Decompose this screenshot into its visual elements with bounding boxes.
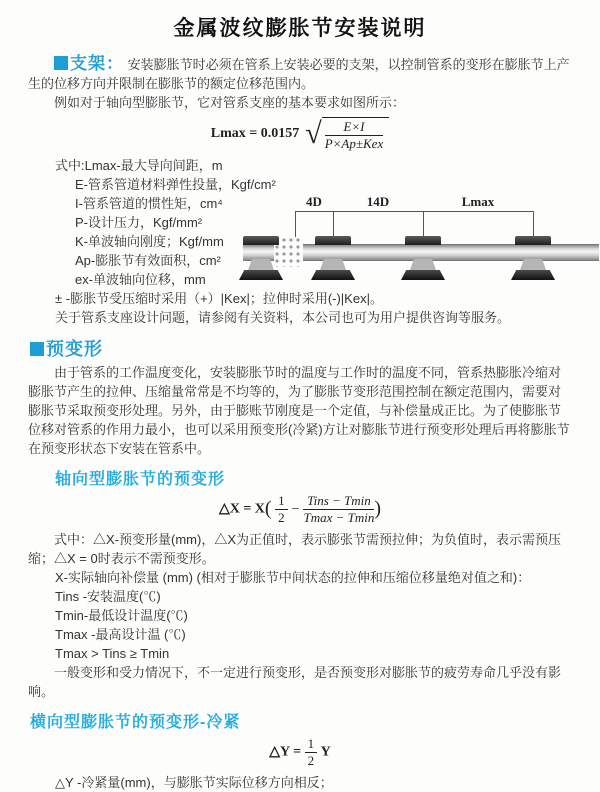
- axial-closing-note: 一般变形和受力情况下，不一定进行预变形，是否预变形对膨胀节的疲劳寿命几乎没有影响。: [28, 665, 562, 699]
- radical-sign: √: [305, 117, 322, 150]
- support-clamp: [405, 236, 441, 245]
- axial-definitions-list: [55, 568, 600, 663]
- page-title: 金属波纹膨胀节安装说明: [173, 17, 427, 40]
- support-base: [401, 270, 445, 280]
- support-base: [239, 270, 283, 280]
- delta-y-formula: [0, 737, 600, 768]
- expansion-joint-diagram: [243, 192, 599, 292]
- open-paren: (: [264, 497, 272, 520]
- support-saddle: [520, 259, 546, 270]
- predeform-section-heading: 预变形: [30, 335, 600, 361]
- lateral-note: △Y -冷紧量(mm)，与膨胀节实际位移方向相反；: [55, 775, 333, 790]
- dim-label-4d: 4D: [306, 194, 322, 209]
- dimension-line: [295, 211, 533, 212]
- delta-x-lhs: △X = X: [218, 501, 265, 517]
- definition-line: ex-单波轴向位移，mm: [75, 272, 206, 287]
- definition-line: Ap-膨胀节有效面积，cm²: [75, 253, 221, 268]
- temperature-fraction: $\frac{\text{Tins − Tmin}}{Tmax - Tmin}$: [303, 493, 375, 525]
- pipe-support: [401, 236, 445, 284]
- section-bullet-icon: [30, 342, 44, 356]
- definition-line: P-设计压力，Kgf/mm²: [75, 215, 203, 230]
- definition-line: Tmax > Tins ≥ Tmin: [55, 646, 170, 661]
- minus-operator: −: [291, 501, 300, 517]
- definition-line: I-管系管道的惯性矩，cm⁴: [75, 196, 223, 211]
- support-clamp: [515, 236, 551, 245]
- support-saddle: [248, 259, 274, 270]
- dim-label-lmax: Lmax: [461, 194, 495, 209]
- support-saddle: [320, 259, 346, 270]
- support-base: [311, 270, 355, 280]
- definition-line: Tmax -最高设计温 (℃): [55, 627, 186, 642]
- pipe-support: [311, 236, 355, 284]
- delta-y-lhs: △Y =: [269, 744, 302, 760]
- half-fraction: $\frac{1}{2}$: [275, 494, 288, 525]
- lmax-formula-lhs: Lmax = 0.0157: [210, 126, 300, 142]
- sqrt-expression: [305, 117, 389, 151]
- definition-line: Tins -安装温度(℃): [55, 589, 161, 604]
- predeform-paragraph: 由于管系的工作温度变化，安装膨胀节时的温度与工作时的温度不同，管系热膨胀冷缩对膨胀节产生的拉伸、压缩量常常是不均等的，为了膨胀节变形范围控制在额定范围内，需要对膨胀节采取预变形处理。另外，由于膨账节刚度是一个定值，与补偿量成正比。为了使膨胀节位移对管系的作用力最小，也可以采用预变形(冷紧)方让对膨胀节进行预变形处理后再将膨胀节在预变形状态下安装在管系中。: [28, 365, 570, 456]
- definition-line: E-管系管道材料弹性投量，Kgf/cm²: [75, 177, 276, 192]
- definition-line: X-实际轴向补偿量 (mm) (相对于膨胀节中间状态的拉伸和压缩位移量绝对值之和)：: [55, 570, 531, 585]
- pipe-support: [239, 236, 283, 284]
- delta-y-rhs: Y: [320, 744, 331, 760]
- support-saddle: [410, 259, 436, 270]
- lmax-formula: [0, 117, 600, 151]
- half-fraction: $\frac{1}{2}$: [305, 737, 318, 768]
- lmax-fraction: $\frac{E\times I}{\text{P×Ap±Kex}}$: [324, 119, 384, 151]
- support-clamp: [243, 236, 279, 245]
- support-section-heading: 支架：: [70, 54, 124, 73]
- definition-line: 式中:Lmax-最大导向间距，m: [55, 158, 223, 173]
- definition-line: K-单波轴向刚度；Kgf/mm: [75, 234, 224, 249]
- axial-formula-note: 式中：△X-预变形量(mm)，△X为正值时，表示膨张节需预拉伸；为负值时，表示需预压缩；△X = 0时表示不需预变形。: [28, 532, 561, 566]
- support-note: 关于管系支座设计问题，请参阅有关资料，本公司也可为用户提供咨询等服务。: [55, 310, 511, 325]
- support-intro-text: 安装膨胀节时必须在管系上安装必要的支架，以控制管系的变形在膨胀节上产生的位移方向并限制在膨胀节的额定位移范围内。: [28, 57, 570, 91]
- support-example-text: 例如对于轴向型膨胀节，它对管系支座的基本要求如图所示：: [54, 95, 406, 110]
- support-clamp: [315, 236, 351, 245]
- support-base: [511, 270, 555, 280]
- section-bullet-icon: [54, 56, 68, 70]
- axial-subsection-heading: 轴向型膨胀节的预变形: [55, 471, 226, 488]
- dim-label-14d: 14D: [366, 194, 390, 209]
- definition-line: ± -膨胀节受压缩时采用（+）|Kex|；拉伸时采用(-)|Kex|。: [55, 291, 383, 306]
- support-paragraph: [28, 54, 572, 93]
- close-paren: ): [374, 497, 382, 520]
- definition-line: Tmin-最低设计温度(℃): [55, 608, 188, 623]
- pipe-support: [511, 236, 555, 284]
- delta-x-formula: [0, 494, 600, 525]
- lateral-subsection-heading: 横向型膨胀节的预变形-冷紧: [30, 714, 241, 731]
